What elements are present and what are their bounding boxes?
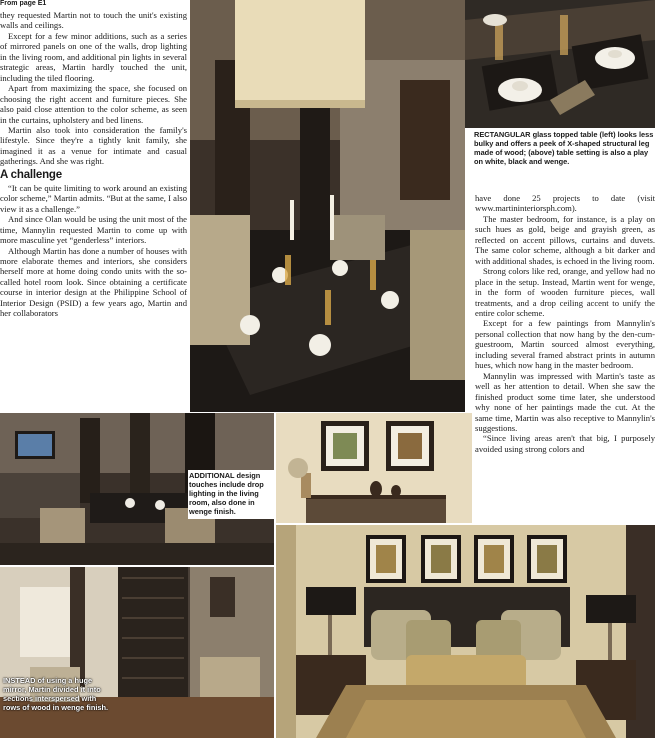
caption-text: glass topped table (left) looks less bulky and offers a peek of X-shaped structural leg made of wood; (above) table setting is also a play on white, black and wenge. — [474, 130, 654, 166]
article-paragraph: Martin also took into consideration the family's lifestyle. Since they're a tightly knit family, she imagined it as a venue for intimate and casual gatherings. And she was right. — [0, 124, 187, 167]
article-paragraph: The master bedroom, for instance, is a play on such hues as gold, beige and grayish green, as reflected on accent pillows, curtains and duvets. The same color scheme, although a bit darker and with additional shades, is echoed in the living room. — [475, 213, 655, 266]
page-continuation-kicker: From page E1 — [0, 0, 188, 8]
article-paragraph: they requested Martin not to touch the unit's existing walls and ceilings. — [0, 10, 187, 31]
photo-mirror-wall — [0, 567, 274, 738]
article-paragraph: Except for a few minor additions, such as a series of mirrored panels on one of the walls, drop lighting in the living room, and additional pin lights in several strategic areas, Martin hardly touched the unit, including the tiled flooring. — [0, 30, 187, 83]
article-column-left — [0, 10, 187, 410]
photo-table-setting — [465, 0, 655, 128]
photo-dining-room — [190, 0, 465, 412]
article-paragraph: have done 25 projects to date (visit www.martininteriorsph.com). — [475, 193, 655, 214]
photo-console-paintings — [276, 413, 472, 523]
article-paragraph: Except for a few paintings from Mannylin's personal collection that now hang by the den-cum-guestroom, Martin sourced almost everything, including several framed abstract prints in autumn hues, which now hang in the master bedroom. — [475, 318, 655, 371]
photo-master-bedroom — [276, 525, 655, 738]
table-setting-illustration — [465, 0, 655, 128]
caption-lead: RECTANGULAR — [474, 130, 531, 139]
article-paragraph: “It can be quite limiting to work around an existing color scheme,” Martin admits. “But at the same, I also view it as a challenge.” — [0, 182, 187, 214]
article-paragraph: And since Olan would be using the unit most of the time, Mannylin requested Martin to come up with more masculine yet “genderless” interiors. — [0, 214, 187, 246]
article-subhead: A challenge — [0, 168, 62, 181]
mirror-wall-illustration — [0, 567, 274, 738]
article-paragraph: Strong colors like red, orange, and yellow had no place in the setup. Instead, Martin went for wenge, in the form of wooden furniture pieces, wall treatments, and a drop ceiling accent to unify the entire color scheme. — [475, 266, 655, 318]
caption-additional-design — [188, 470, 274, 519]
caption-text: design touches include drop lighting in the living room, also done in wenge finish. — [189, 471, 264, 516]
master-bedroom-illustration — [276, 525, 655, 738]
caption-instead-mirror — [3, 676, 113, 712]
dining-room-illustration — [190, 0, 465, 412]
article-column-right — [475, 193, 655, 523]
article-paragraph: Apart from maximizing the space, she focused on choosing the right accent and furniture pieces. She also paid close attention to the color scheme, as seen in the curtains, upholstery and bed linens. — [0, 83, 187, 125]
caption-text: of using a huge mirror, Martin divided it into sections interspersed with rows of wood in wenge finish. — [3, 676, 109, 712]
article-paragraph: Mannylin was impressed with Martin's taste as well as her attention to detail. When she saw the finished product some time later, she understood why none of her paintings made the cut. At the same time, Martin was also receptive to Mannylin's suggestions. — [475, 370, 655, 433]
caption-lead: INSTEAD — [3, 676, 36, 685]
console-paintings-illustration — [276, 413, 472, 523]
caption-rectangular-table — [474, 130, 655, 166]
article-paragraph: Although Martin has done a number of houses with more elaborate themes and interiors, she considers herself more at home doing condo units with the so-called hotel room look. Since obtaining a certificate course in interior design at the Philippine School of Interior Design (PSID) a few years ago, Martin and her collaborators — [0, 245, 187, 319]
caption-lead: ADDITIONAL — [189, 471, 235, 480]
article-paragraph: “Since living areas aren't that big, I purposely avoided using strong colors and — [475, 433, 655, 454]
